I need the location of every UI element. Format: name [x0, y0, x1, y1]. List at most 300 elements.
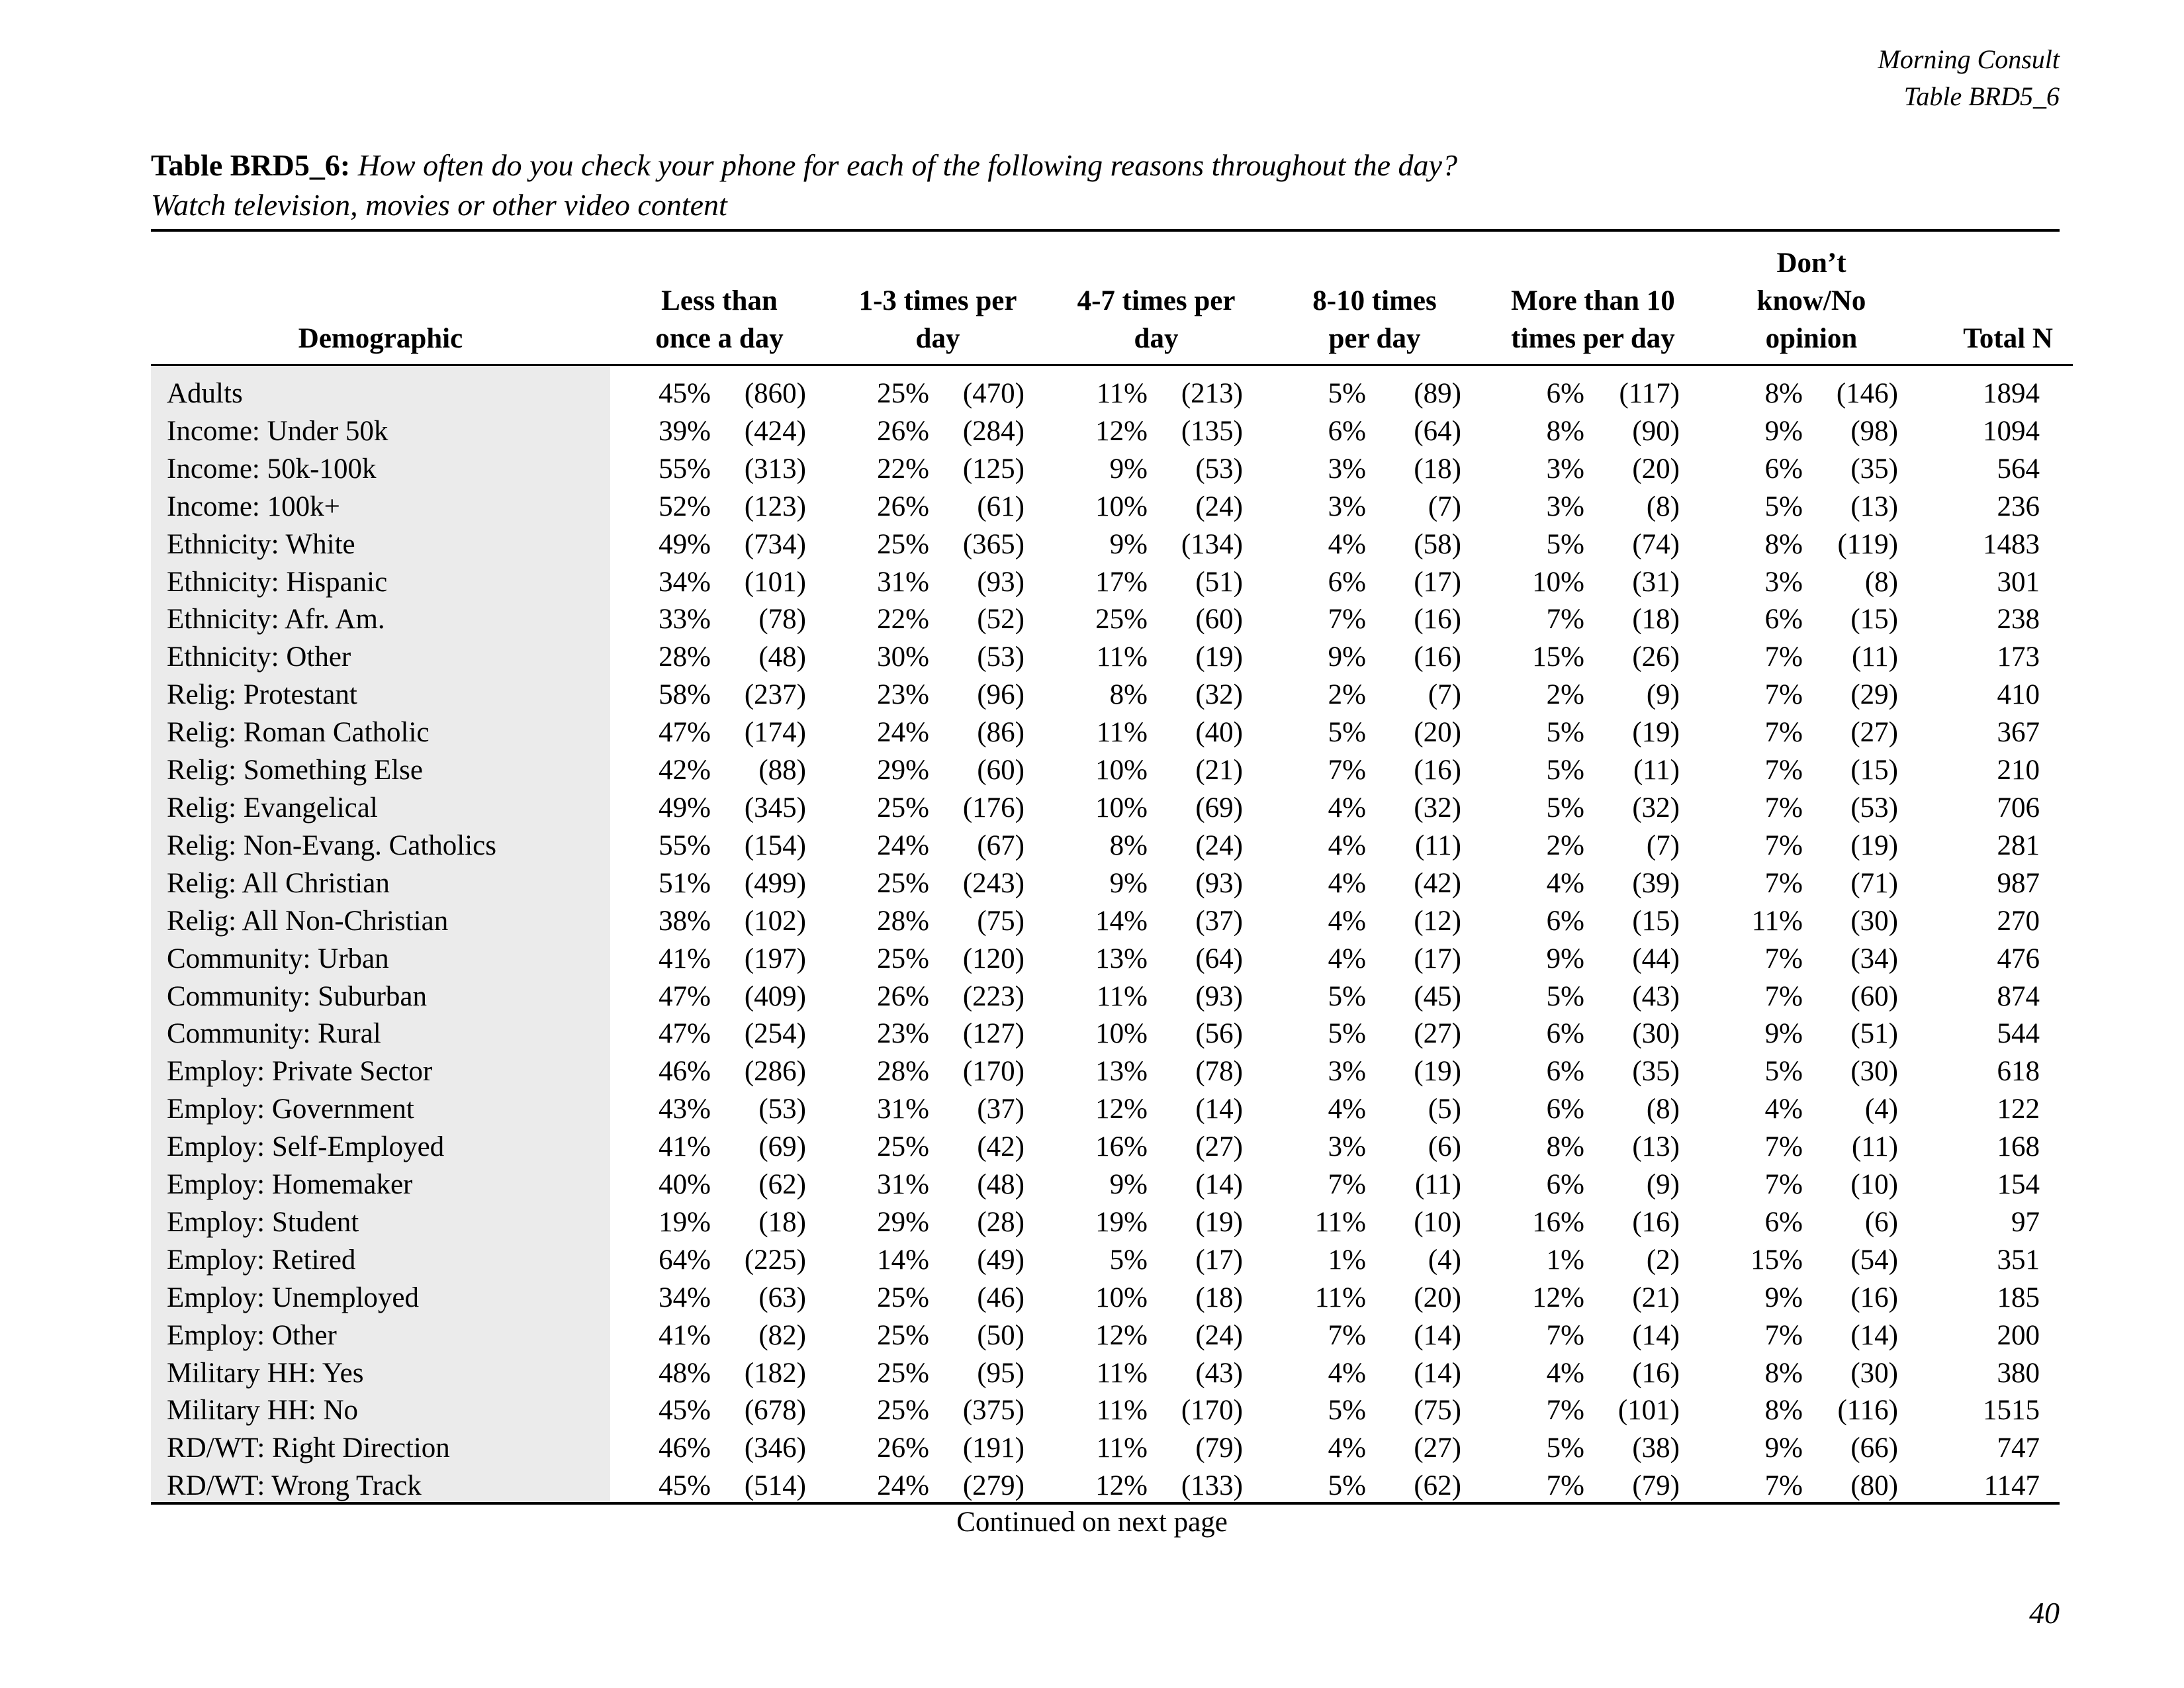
percent-cell: 5%: [1328, 1470, 1366, 1502]
count-cell: (243): [962, 867, 1024, 899]
count-cell: (27): [1195, 1131, 1243, 1163]
title-label: Table BRD5_6:: [151, 148, 351, 182]
table-row: [151, 413, 2073, 451]
percent-cell: 26%: [877, 980, 929, 1012]
count-cell: (43): [1632, 980, 1680, 1012]
percent-cell: 7%: [1546, 1470, 1584, 1502]
row-label: Ethnicity: Hispanic: [151, 564, 610, 602]
count-cell: (860): [744, 378, 806, 409]
row-label: Relig: Roman Catholic: [151, 714, 610, 752]
col-header-less-than-once: Less than once a day: [610, 232, 829, 365]
count-cell: (32): [1414, 792, 1461, 823]
row-label: Income: 100k+: [151, 489, 610, 526]
percent-cell: 25%: [877, 528, 929, 560]
count-cell: (24): [1195, 491, 1243, 522]
table-row: [151, 1392, 2073, 1430]
count-cell: (16): [1414, 641, 1461, 673]
percent-cell: 6%: [1546, 378, 1584, 409]
count-cell: (21): [1195, 755, 1243, 786]
table-row: [151, 941, 2073, 978]
count-cell: (16): [1414, 755, 1461, 786]
count-cell: (79): [1195, 1432, 1243, 1464]
total-n-cell: 564: [1997, 453, 2040, 485]
count-cell: (116): [1837, 1395, 1898, 1427]
total-n-cell: 1147: [1983, 1470, 2040, 1502]
percent-cell: 52%: [659, 491, 711, 522]
table-row: [151, 1317, 2073, 1355]
title-subtitle: Watch television, movies or other video content: [151, 188, 727, 222]
table-row: [151, 752, 2073, 790]
count-cell: (17): [1414, 566, 1461, 598]
percent-cell: 4%: [1328, 1432, 1366, 1464]
table-row: [151, 978, 2073, 1016]
percent-cell: 31%: [877, 566, 929, 598]
total-n-cell: 351: [1997, 1244, 2040, 1276]
row-label: Employ: Government: [151, 1091, 610, 1129]
row-label: Employ: Homemaker: [151, 1166, 610, 1204]
count-cell: (279): [962, 1470, 1024, 1502]
count-cell: (313): [744, 453, 806, 485]
count-cell: (346): [744, 1432, 806, 1464]
percent-cell: 7%: [1764, 829, 1803, 861]
percent-cell: 6%: [1328, 415, 1366, 447]
col-header-4-7-times: 4-7 times per day: [1047, 232, 1265, 365]
percent-cell: 4%: [1328, 528, 1366, 560]
count-cell: (48): [758, 641, 806, 673]
percent-cell: 7%: [1764, 1319, 1803, 1351]
percent-cell: 7%: [1764, 1470, 1803, 1502]
count-cell: (93): [1195, 980, 1243, 1012]
table-body: [151, 365, 2073, 1506]
count-cell: (154): [744, 829, 806, 861]
percent-cell: 7%: [1764, 943, 1803, 974]
count-cell: (127): [962, 1018, 1024, 1050]
row-label: Ethnicity: Other: [151, 639, 610, 677]
count-cell: (14): [1632, 1319, 1680, 1351]
row-label: RD/WT: Right Direction: [151, 1430, 610, 1468]
row-label: Ethnicity: Afr. Am.: [151, 601, 610, 639]
count-cell: (15): [1850, 604, 1898, 635]
percent-cell: 16%: [1095, 1131, 1148, 1163]
percent-cell: 25%: [877, 1282, 929, 1313]
count-cell: (31): [1632, 566, 1680, 598]
count-cell: (176): [962, 792, 1024, 823]
percent-cell: 8%: [1109, 679, 1148, 711]
count-cell: (19): [1850, 829, 1898, 861]
table-row: [151, 1468, 2073, 1505]
count-cell: (16): [1414, 604, 1461, 635]
count-cell: (35): [1850, 453, 1898, 485]
count-cell: (29): [1850, 679, 1898, 711]
percent-cell: 3%: [1328, 1131, 1366, 1163]
count-cell: (225): [744, 1244, 806, 1276]
count-cell: (9): [1646, 679, 1680, 711]
percent-cell: 33%: [659, 604, 711, 635]
percent-cell: 7%: [1546, 604, 1584, 635]
col-header-total-n: Total N: [1921, 232, 2073, 365]
percent-cell: 39%: [659, 415, 711, 447]
total-n-cell: 185: [1997, 1282, 2040, 1313]
percent-cell: 11%: [1314, 1282, 1366, 1313]
col-header-demographic: Demographic: [151, 232, 610, 365]
count-cell: (49): [977, 1244, 1024, 1276]
count-cell: (71): [1850, 867, 1898, 899]
count-cell: (42): [977, 1131, 1024, 1163]
percent-cell: 4%: [1328, 829, 1366, 861]
count-cell: (53): [1195, 453, 1243, 485]
count-cell: (123): [744, 491, 806, 522]
title-question: How often do you check your phone for each of the following reasons throughout the day?: [357, 148, 1457, 182]
percent-cell: 10%: [1095, 1282, 1148, 1313]
total-n-cell: 97: [2011, 1206, 2040, 1238]
count-cell: (40): [1195, 717, 1243, 749]
count-cell: (16): [1632, 1206, 1680, 1238]
percent-cell: 19%: [659, 1206, 711, 1238]
percent-cell: 2%: [1546, 829, 1584, 861]
row-label: Employ: Retired: [151, 1242, 610, 1280]
total-n-cell: 1894: [1983, 378, 2040, 409]
percent-cell: 6%: [1546, 1169, 1584, 1201]
report-header: [1878, 41, 2060, 115]
percent-cell: 7%: [1546, 1395, 1584, 1427]
percent-cell: 31%: [877, 1169, 929, 1201]
percent-cell: 11%: [1096, 1357, 1148, 1389]
count-cell: (284): [962, 415, 1024, 447]
count-cell: (424): [744, 415, 806, 447]
total-n-cell: 236: [1997, 491, 2040, 522]
percent-cell: 46%: [659, 1432, 711, 1464]
percent-cell: 9%: [1328, 641, 1366, 673]
percent-cell: 25%: [877, 1395, 929, 1427]
total-n-cell: 380: [1997, 1357, 2040, 1389]
count-cell: (19): [1632, 717, 1680, 749]
count-cell: (66): [1850, 1432, 1898, 1464]
percent-cell: 30%: [877, 641, 929, 673]
percent-cell: 15%: [1532, 641, 1584, 673]
percent-cell: 38%: [659, 905, 711, 937]
percent-cell: 1%: [1546, 1244, 1584, 1276]
count-cell: (95): [977, 1357, 1024, 1389]
percent-cell: 8%: [1546, 415, 1584, 447]
percent-cell: 7%: [1764, 792, 1803, 823]
percent-cell: 6%: [1546, 1094, 1584, 1125]
percent-cell: 4%: [1328, 943, 1366, 974]
table-row: [151, 1430, 2073, 1468]
row-label: Relig: All Non-Christian: [151, 903, 610, 941]
continued-note: Continued on next page: [956, 1507, 1228, 1538]
percent-cell: 7%: [1764, 755, 1803, 786]
count-cell: (60): [1850, 980, 1898, 1012]
count-cell: (11): [1851, 1131, 1898, 1163]
percent-cell: 25%: [877, 1131, 929, 1163]
percent-cell: 41%: [659, 1319, 711, 1351]
percent-cell: 43%: [659, 1094, 711, 1125]
count-cell: (48): [977, 1169, 1024, 1201]
count-cell: (45): [1414, 980, 1461, 1012]
table-row: [151, 677, 2073, 714]
count-cell: (56): [1195, 1018, 1243, 1050]
table-row: [151, 375, 2073, 413]
count-cell: (409): [744, 980, 806, 1012]
row-label: Community: Suburban: [151, 978, 610, 1016]
percent-cell: 47%: [659, 717, 711, 749]
count-cell: (37): [977, 1094, 1024, 1125]
count-cell: (2): [1646, 1244, 1680, 1276]
percent-cell: 4%: [1328, 792, 1366, 823]
percent-cell: 25%: [877, 867, 929, 899]
percent-cell: 11%: [1096, 641, 1148, 673]
count-cell: (61): [977, 491, 1024, 522]
count-cell: (14): [1414, 1357, 1461, 1389]
percent-cell: 7%: [1764, 679, 1803, 711]
percent-cell: 10%: [1095, 491, 1148, 522]
percent-cell: 8%: [1764, 1357, 1803, 1389]
count-cell: (46): [977, 1282, 1024, 1313]
count-cell: (101): [744, 566, 806, 598]
count-cell: (30): [1632, 1018, 1680, 1050]
count-cell: (93): [1195, 867, 1243, 899]
count-cell: (17): [1195, 1244, 1243, 1276]
table-row: [151, 714, 2073, 752]
count-cell: (14): [1414, 1319, 1461, 1351]
percent-cell: 49%: [659, 792, 711, 823]
percent-cell: 9%: [1109, 1169, 1148, 1201]
percent-cell: 6%: [1328, 566, 1366, 598]
table-row: [151, 790, 2073, 827]
count-cell: (4): [1864, 1094, 1898, 1125]
count-cell: (27): [1414, 1432, 1461, 1464]
count-cell: (26): [1632, 641, 1680, 673]
percent-cell: 11%: [1096, 717, 1148, 749]
count-cell: (60): [1195, 604, 1243, 635]
count-cell: (27): [1414, 1018, 1461, 1050]
percent-cell: 28%: [877, 905, 929, 937]
count-cell: (223): [962, 980, 1024, 1012]
count-cell: (82): [758, 1319, 806, 1351]
total-n-cell: 1515: [1983, 1395, 2040, 1427]
percent-cell: 5%: [1546, 528, 1584, 560]
count-cell: (42): [1414, 867, 1461, 899]
percent-cell: 9%: [1109, 528, 1148, 560]
col-header-8-10-times: 8-10 times per day: [1265, 232, 1484, 365]
table-row: [151, 1129, 2073, 1166]
row-label: Relig: Something Else: [151, 752, 610, 790]
table-title: [151, 146, 2070, 225]
count-cell: (44): [1632, 943, 1680, 974]
count-cell: (78): [1195, 1056, 1243, 1088]
percent-cell: 29%: [877, 1206, 929, 1238]
count-cell: (35): [1632, 1056, 1680, 1088]
percent-cell: 8%: [1764, 528, 1803, 560]
percent-cell: 24%: [877, 1470, 929, 1502]
count-cell: (18): [1414, 453, 1461, 485]
crosstab-table: [151, 232, 2073, 1505]
count-cell: (514): [744, 1470, 806, 1502]
percent-cell: 12%: [1095, 1094, 1148, 1125]
count-cell: (8): [1646, 1094, 1680, 1125]
percent-cell: 2%: [1328, 679, 1366, 711]
count-cell: (8): [1646, 491, 1680, 522]
total-n-cell: 476: [1997, 943, 2040, 974]
total-n-cell: 173: [1997, 641, 2040, 673]
count-cell: (734): [744, 528, 806, 560]
row-label: Community: Rural: [151, 1015, 610, 1053]
count-cell: (11): [1414, 1169, 1461, 1201]
count-cell: (499): [744, 867, 806, 899]
count-cell: (213): [1181, 378, 1243, 409]
percent-cell: 22%: [877, 453, 929, 485]
percent-cell: 31%: [877, 1094, 929, 1125]
percent-cell: 3%: [1764, 566, 1803, 598]
percent-cell: 5%: [1328, 1018, 1366, 1050]
percent-cell: 6%: [1764, 453, 1803, 485]
count-cell: (27): [1850, 717, 1898, 749]
count-cell: (125): [962, 453, 1024, 485]
table-row: [151, 1015, 2073, 1053]
percent-cell: 12%: [1095, 1319, 1148, 1351]
count-cell: (8): [1864, 566, 1898, 598]
percent-cell: 45%: [659, 1470, 711, 1502]
percent-cell: 15%: [1751, 1244, 1803, 1276]
count-cell: (14): [1195, 1169, 1243, 1201]
percent-cell: 13%: [1095, 1056, 1148, 1088]
count-cell: (30): [1850, 1357, 1898, 1389]
total-n-cell: 874: [1997, 980, 2040, 1012]
percent-cell: 9%: [1764, 415, 1803, 447]
percent-cell: 8%: [1546, 1131, 1584, 1163]
percent-cell: 8%: [1764, 378, 1803, 409]
percent-cell: 12%: [1532, 1282, 1584, 1313]
page-number: 40: [2029, 1596, 2060, 1630]
total-n-cell: 270: [1997, 905, 2040, 937]
percent-cell: 10%: [1095, 1018, 1148, 1050]
count-cell: (52): [977, 604, 1024, 635]
count-cell: (19): [1195, 641, 1243, 673]
percent-cell: 3%: [1546, 491, 1584, 522]
percent-cell: 9%: [1764, 1282, 1803, 1313]
percent-cell: 41%: [659, 1131, 711, 1163]
percent-cell: 11%: [1096, 378, 1148, 409]
percent-cell: 7%: [1546, 1319, 1584, 1351]
count-cell: (30): [1850, 1056, 1898, 1088]
count-cell: (170): [1181, 1395, 1243, 1427]
table-row: [151, 827, 2073, 865]
total-n-cell: 747: [1997, 1432, 2040, 1464]
percent-cell: 7%: [1328, 755, 1366, 786]
percent-cell: 47%: [659, 980, 711, 1012]
count-cell: (20): [1414, 717, 1461, 749]
col-header-dont-know: Don’t know/No opinion: [1702, 232, 1921, 365]
percent-cell: 9%: [1109, 867, 1148, 899]
percent-cell: 4%: [1328, 1357, 1366, 1389]
count-cell: (13): [1632, 1131, 1680, 1163]
percent-cell: 17%: [1095, 566, 1148, 598]
count-cell: (62): [1414, 1470, 1461, 1502]
percent-cell: 41%: [659, 943, 711, 974]
percent-cell: 11%: [1096, 980, 1148, 1012]
table-row: [151, 1242, 2073, 1280]
count-cell: (24): [1195, 829, 1243, 861]
count-cell: (135): [1181, 415, 1243, 447]
count-cell: (11): [1633, 755, 1680, 786]
count-cell: (20): [1632, 453, 1680, 485]
count-cell: (470): [962, 378, 1024, 409]
count-cell: (18): [758, 1206, 806, 1238]
count-cell: (191): [962, 1432, 1024, 1464]
percent-cell: 25%: [1095, 604, 1148, 635]
count-cell: (19): [1414, 1056, 1461, 1088]
percent-cell: 3%: [1328, 453, 1366, 485]
row-label: Adults: [151, 375, 610, 413]
count-cell: (197): [744, 943, 806, 974]
row-label: Income: Under 50k: [151, 413, 610, 451]
table-row: [151, 1053, 2073, 1091]
count-cell: (117): [1619, 378, 1680, 409]
percent-cell: 64%: [659, 1244, 711, 1276]
col-header-1-3-times: 1-3 times per day: [829, 232, 1047, 365]
count-cell: (375): [962, 1395, 1024, 1427]
percent-cell: 5%: [1328, 378, 1366, 409]
percent-cell: 51%: [659, 867, 711, 899]
table-row: [151, 489, 2073, 526]
percent-cell: 25%: [877, 943, 929, 974]
count-cell: (101): [1617, 1395, 1680, 1427]
percent-cell: 8%: [1109, 829, 1148, 861]
percent-cell: 5%: [1546, 980, 1584, 1012]
count-cell: (63): [758, 1282, 806, 1313]
percent-cell: 48%: [659, 1357, 711, 1389]
total-n-cell: 1094: [1983, 415, 2040, 447]
percent-cell: 14%: [1095, 905, 1148, 937]
percent-cell: 5%: [1764, 491, 1803, 522]
count-cell: (39): [1632, 867, 1680, 899]
percent-cell: 55%: [659, 453, 711, 485]
count-cell: (13): [1850, 491, 1898, 522]
percent-cell: 40%: [659, 1169, 711, 1201]
count-cell: (86): [977, 717, 1024, 749]
total-n-cell: 410: [1997, 679, 2040, 711]
percent-cell: 4%: [1328, 905, 1366, 937]
percent-cell: 14%: [877, 1244, 929, 1276]
percent-cell: 11%: [1314, 1206, 1366, 1238]
count-cell: (50): [977, 1319, 1024, 1351]
percent-cell: 1%: [1328, 1244, 1366, 1276]
count-cell: (133): [1181, 1470, 1243, 1502]
total-n-cell: 1483: [1983, 528, 2040, 560]
row-label: Employ: Private Sector: [151, 1053, 610, 1091]
percent-cell: 28%: [659, 641, 711, 673]
count-cell: (75): [1414, 1395, 1461, 1427]
total-n-cell: 301: [1997, 566, 2040, 598]
percent-cell: 23%: [877, 679, 929, 711]
count-cell: (67): [977, 829, 1024, 861]
count-cell: (182): [744, 1357, 806, 1389]
row-label: Community: Urban: [151, 941, 610, 978]
count-cell: (16): [1632, 1357, 1680, 1389]
count-cell: (18): [1195, 1282, 1243, 1313]
count-cell: (21): [1632, 1282, 1680, 1313]
percent-cell: 12%: [1095, 415, 1148, 447]
row-label: Relig: Evangelical: [151, 790, 610, 827]
count-cell: (345): [744, 792, 806, 823]
row-label: Relig: All Christian: [151, 865, 610, 903]
percent-cell: 42%: [659, 755, 711, 786]
count-cell: (93): [977, 566, 1024, 598]
total-n-cell: 200: [1997, 1319, 2040, 1351]
percent-cell: 55%: [659, 829, 711, 861]
percent-cell: 6%: [1764, 1206, 1803, 1238]
percent-cell: 11%: [1096, 1395, 1148, 1427]
